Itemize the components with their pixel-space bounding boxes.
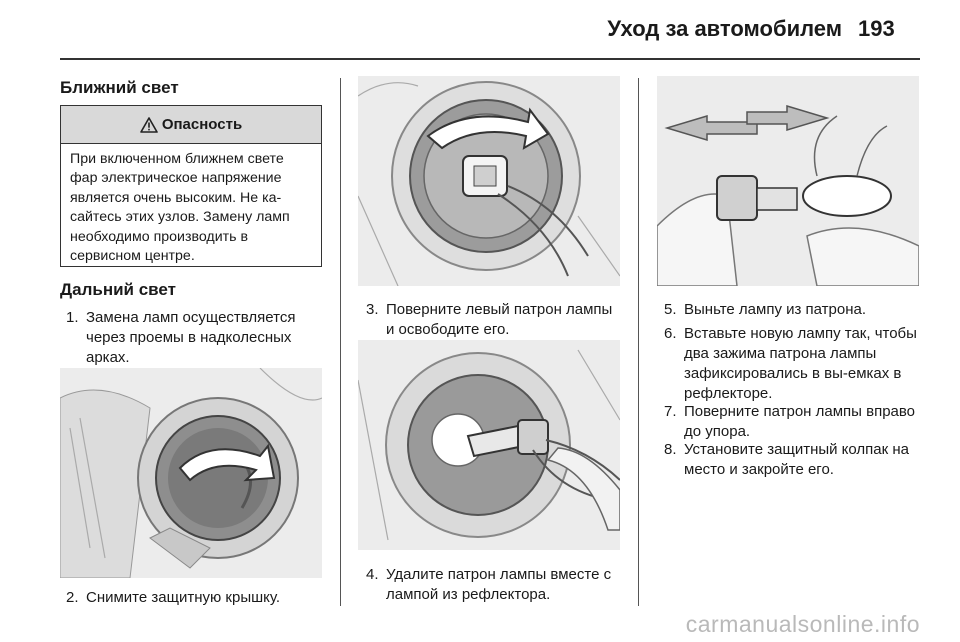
danger-warning-box [60, 105, 322, 267]
step-7 [664, 402, 920, 442]
step-6 [664, 324, 920, 404]
step-text: Снимите защитную крышку. [86, 589, 281, 606]
warning-text: При включенном ближнем свете фар электрическое напряжение является очень высоким. Не ка-сайтесь этих узлов. Замену ламп необходимо производить в сервисном центре. [70, 151, 290, 265]
figure-bulb-replacement [657, 76, 919, 286]
watermark-text: carmanualsonline.info [685, 611, 920, 637]
step-text: Замена ламп осуществляется через проемы в надколесных арках. [86, 309, 296, 366]
step-text: Поверните патрон лампы вправо до упора. [684, 403, 916, 440]
bulb-removal-illustration [358, 340, 620, 550]
step-3 [366, 300, 616, 340]
step-text: Удалите патрон лампы вместе с лампой из рефлектора. [386, 566, 612, 603]
warning-triangle-icon [140, 117, 158, 133]
step-number: 4. [366, 566, 379, 583]
page-number: 193 [858, 16, 895, 41]
wheel-arch-cover-illustration [60, 368, 322, 578]
step-text: Выньте лампу из патрона. [684, 301, 867, 318]
step-text: Поверните левый патрон лампы и освободите его. [386, 301, 613, 338]
step-number: 2. [66, 589, 79, 606]
step-4 [366, 565, 622, 605]
step-number: 7. [664, 403, 677, 420]
step-number: 5. [664, 301, 677, 318]
step-2 [66, 588, 318, 608]
step-8 [664, 440, 920, 480]
step-5 [664, 300, 920, 320]
low-beam-heading: Ближний свет [60, 78, 179, 97]
page-header-title: Уход за автомобилем [607, 16, 842, 41]
figure-bulb-removal [358, 340, 620, 550]
step-1 [66, 308, 318, 368]
column-divider-left [340, 78, 341, 606]
column-divider-right [638, 78, 639, 606]
step-text: Установите защитный колпак на место и закройте его. [684, 441, 909, 478]
warning-title: Опасность [161, 116, 243, 133]
bulb-replacement-illustration [657, 76, 919, 286]
warning-header [61, 106, 321, 144]
figure-wheel-arch-cover [60, 368, 322, 578]
step-text: Вставьте новую лампу так, чтобы два зажима патрона лампы зафиксировались в вы-емках в рефлекторе. [684, 325, 917, 402]
step-number: 3. [366, 301, 379, 318]
bulb-holder-rotate-illustration [358, 76, 620, 286]
figure-bulb-holder-rotate [358, 76, 620, 286]
step-number: 1. [66, 309, 79, 326]
header-rule [60, 58, 920, 60]
step-number: 8. [664, 441, 677, 458]
step-number: 6. [664, 325, 677, 342]
high-beam-heading: Дальний свет [60, 280, 176, 299]
